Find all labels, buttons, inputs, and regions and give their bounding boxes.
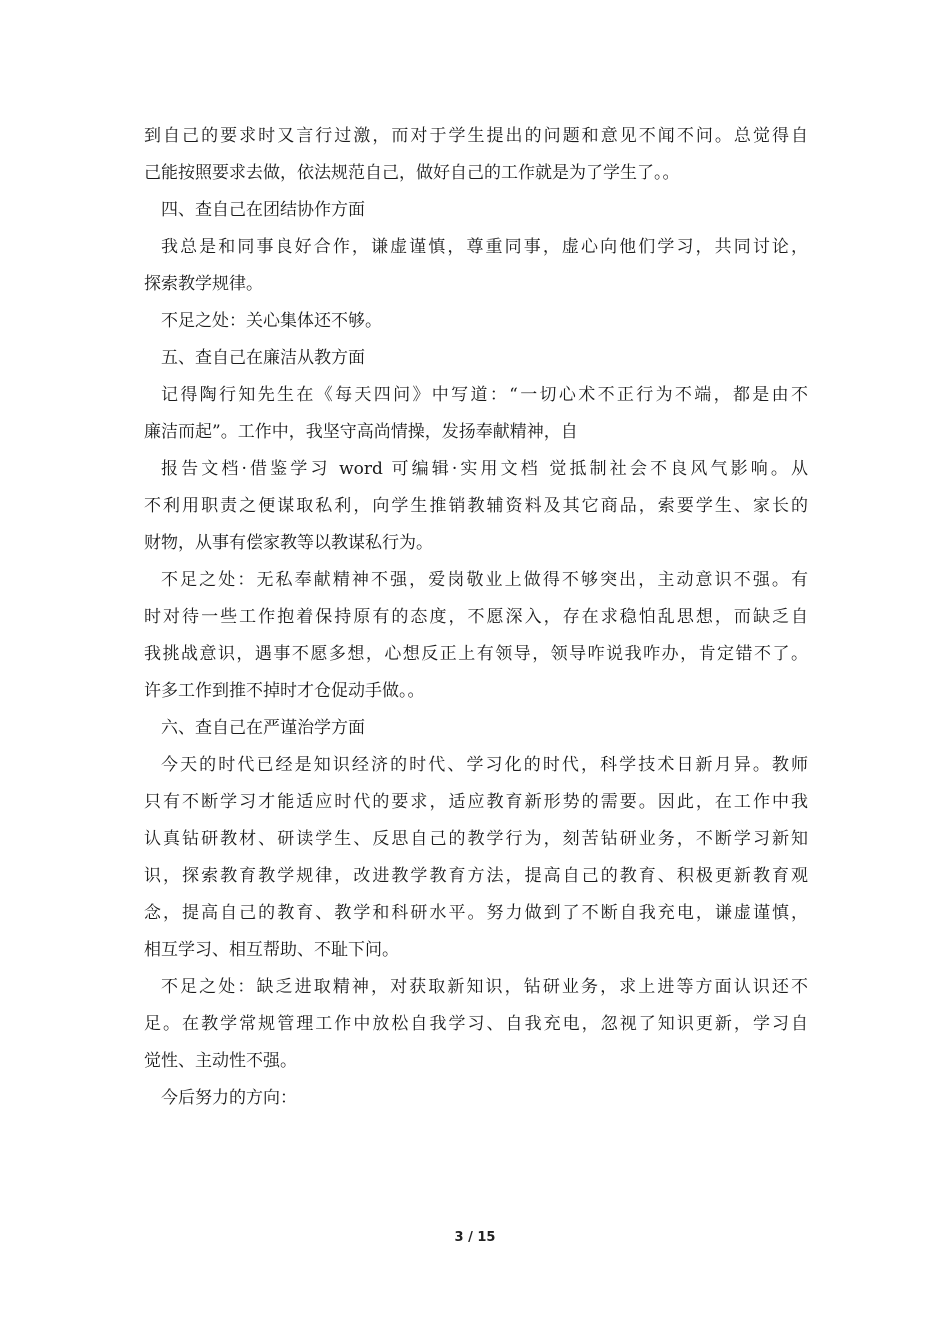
text-line: 四、查自己在团结协作方面 [161, 200, 365, 220]
page-number: 3 / 15 [454, 1230, 496, 1245]
text-line: 今后努力的方向： [161, 1088, 297, 1108]
text-line: 六、查自己在严谨治学方面 [161, 718, 365, 738]
text-line: 认真钻研教材、研读学生、反思自己的教学行为，刻苦钻研业务，不断学习新知 [144, 829, 808, 849]
text-line: 廉洁而起”。工作中，我坚守高尚情操，发扬奉献精神，自 [144, 422, 578, 442]
document-body [144, 118, 808, 1117]
text-line: 己能按照要求去做，依法规范自己，做好自己的工作就是为了学生了。。 [144, 163, 680, 183]
text-line: 许多工作到推不掉时才仓促动手做。。 [144, 681, 425, 701]
text-line: 只有不断学习才能适应时代的要求，适应教育新形势的需要。因此，在工作中我 [144, 792, 808, 812]
text-line: 觉性、主动性不强。 [144, 1051, 297, 1071]
text-line: 足。在教学常规管理工作中放松自我学习、自我充电，忽视了知识更新，学习自 [144, 1014, 808, 1034]
text-line: 不利用职责之便谋取私利，向学生推销教辅资料及其它商品，索要学生、家长的 [144, 496, 808, 516]
text-line: 五、查自己在廉洁从教方面 [161, 348, 365, 368]
text-line: 不足之处：关心集体还不够。 [161, 311, 382, 331]
text-line: 我总是和同事良好合作，谦虚谨慎，尊重同事，虚心向他们学习，共同讨论， [161, 237, 808, 257]
text-line: 不足之处：无私奉献精神不强，爱岗敬业上做得不够突出，主动意识不强。有 [161, 570, 808, 590]
text-line: 探索教学规律。 [144, 274, 263, 294]
text-line: 我挑战意识，遇事不愿多想，心想反正上有领导，领导咋说我咋办，肯定错不了。 [144, 644, 808, 664]
text-line: 识，探索教育教学规律，改进教学教育方法，提高自己的教育、积极更新教育观 [144, 866, 808, 886]
text-line: 到自己的要求时又言行过激，而对于学生提出的问题和意见不闻不问。总觉得自 [144, 126, 808, 146]
text-line: 今天的时代已经是知识经济的时代、学习化的时代，科学技术日新月异。教师 [161, 755, 808, 775]
text-line: 财物，从事有偿家教等以教谋私行为。 [144, 533, 433, 553]
text-line: 时对待一些工作抱着保持原有的态度，不愿深入，存在求稳怕乱思想，而缺乏自 [144, 607, 808, 627]
text-line: 记得陶行知先生在《每天四问》中写道：“一切心术不正行为不端，都是由不 [161, 385, 808, 405]
text-line: 不足之处：缺乏进取精神，对获取新知识，钻研业务，求上进等方面认识还不 [161, 977, 808, 997]
text-line: 念，提高自己的教育、教学和科研水平。努力做到了不断自我充电，谦虚谨慎， [144, 903, 808, 923]
text-line: 相互学习、相互帮助、不耻下问。 [144, 940, 399, 960]
text-line: 报告文档·借鉴学习 word 可编辑·实用文档 觉抵制社会不良风气影响。从 [161, 459, 808, 479]
